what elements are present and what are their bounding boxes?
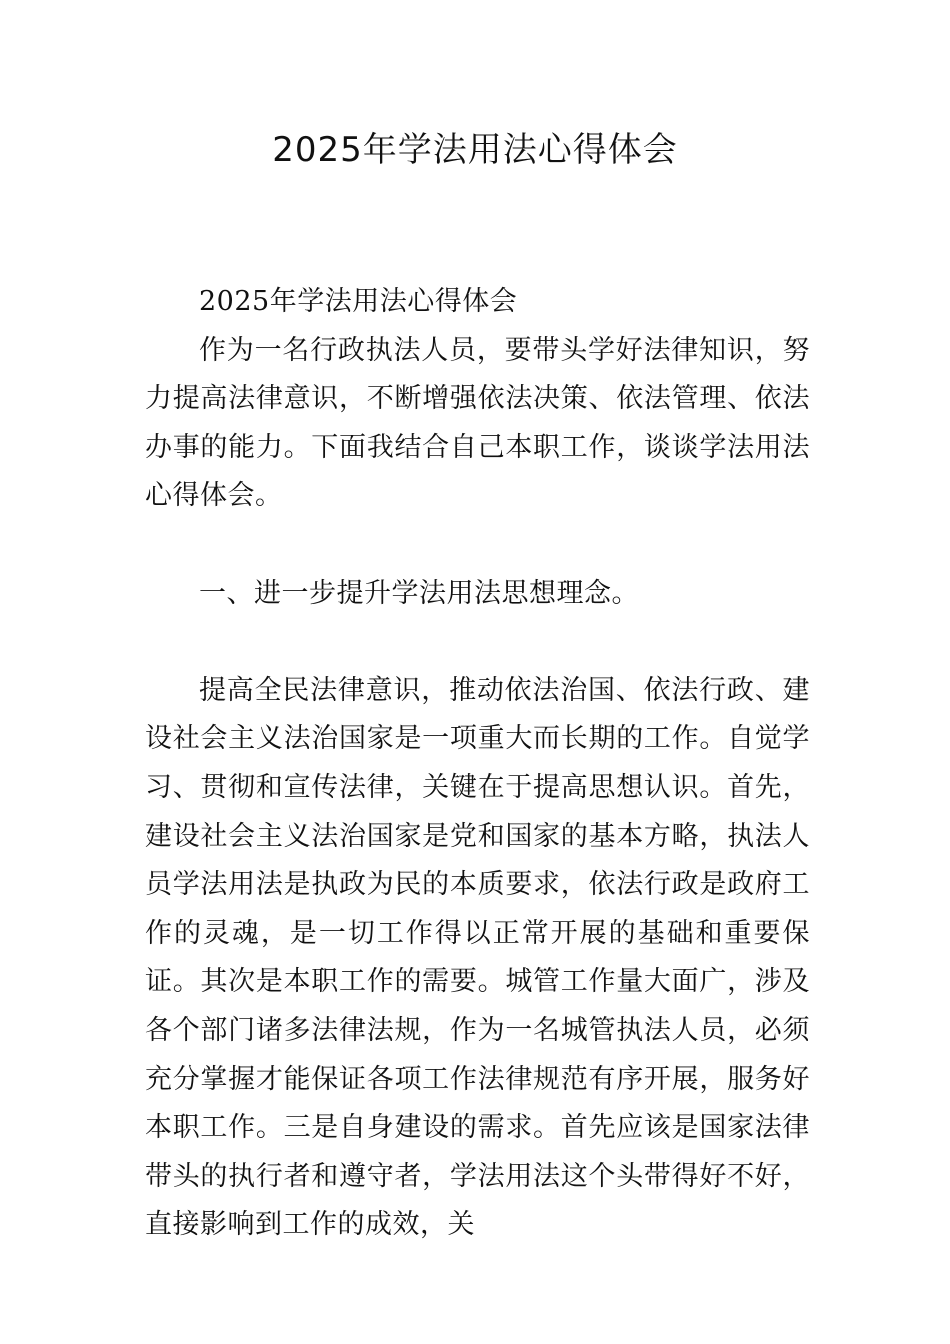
document-title: 2025年学法用法心得体会 bbox=[272, 130, 678, 170]
paragraph-section-1: 提高全民法律意识，推动依法治国、依法行政、建设社会主义法治国家是一项重大而长期的工作。自觉学习、贯彻和宣传法律，关键在于提高思想认识。首先，建设社会主义法治国家是党和国家的基本方略，执法人员学法用法是执政为民的本质要求，依法行政是政府工作的灵魂，是一切工作得以正常开展的基础和重要保证。其次是本职工作的需要。城管工作量大面广，涉及各个部门诸多法律法规，作为一名城管执法人员，必须充分掌握才能保证各项工作法律规范有序开展，服务好本职工作。三是自身建设的需求。首先应该是国家法律带头的执行者和遵守者，学法用法这个头带得好不好，直接影响到工作的成效，关 bbox=[145, 674, 810, 1241]
paragraph-intro: 作为一名行政执法人员，要带头学好法律知识，努力提高法律意识，不断增强依法决策、依法管理、依法办事的能力。下面我结合自己本职工作，谈谈学法用法心得体会。 bbox=[145, 334, 810, 512]
paragraph-heading: 2025年学法用法心得体会 bbox=[199, 286, 518, 317]
section-heading-1: 一、进一步提升学法用法思想理念。 bbox=[199, 577, 639, 609]
document-body bbox=[145, 278, 810, 1250]
